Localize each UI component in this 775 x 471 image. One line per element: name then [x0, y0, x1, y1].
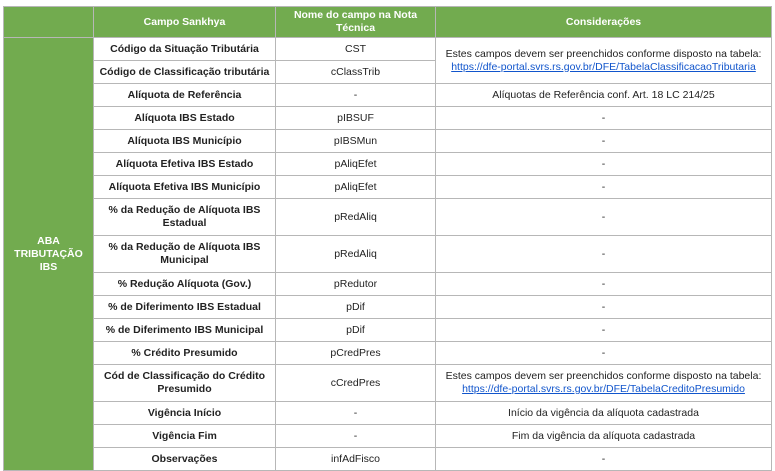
- nome-cell: -: [276, 402, 436, 425]
- campo-cell: Alíquota Efetiva IBS Município: [94, 176, 276, 199]
- header-consideracoes: Considerações: [436, 7, 772, 38]
- nome-cell: pDif: [276, 296, 436, 319]
- table-row: [4, 296, 772, 319]
- table-row: [4, 319, 772, 342]
- consideracoes-cell: -: [436, 342, 772, 365]
- table-row: [4, 199, 772, 236]
- nome-cell: CST: [276, 38, 436, 61]
- consideracoes-cell: -: [436, 273, 772, 296]
- campo-cell: % Redução Alíquota (Gov.): [94, 273, 276, 296]
- table-row: [4, 107, 772, 130]
- header-nome-campo: Nome do campo na Nota Técnica: [276, 7, 436, 38]
- table-row: [4, 402, 772, 425]
- table-row: [4, 130, 772, 153]
- campo-cell: Observações: [94, 448, 276, 471]
- nome-cell: -: [276, 84, 436, 107]
- header-row: [4, 7, 772, 38]
- nome-cell: cCredPres: [276, 365, 436, 402]
- table-row: [4, 448, 772, 471]
- nome-cell: pRedAliq: [276, 236, 436, 273]
- consideracoes-cell: -: [436, 236, 772, 273]
- consideracoes-cell: -: [436, 107, 772, 130]
- table-row: [4, 273, 772, 296]
- consideracoes-cell: -: [436, 153, 772, 176]
- table-row: [4, 425, 772, 448]
- campo-cell: Alíquota Efetiva IBS Estado: [94, 153, 276, 176]
- nome-cell: -: [276, 425, 436, 448]
- side-label: ABA TRIBUTAÇÃO IBS: [4, 38, 94, 471]
- nome-cell: pRedutor: [276, 273, 436, 296]
- table-row: [4, 176, 772, 199]
- table-row: [4, 365, 772, 402]
- nome-cell: pIBSUF: [276, 107, 436, 130]
- campo-cell: Vigência Fim: [94, 425, 276, 448]
- header-side: [4, 7, 94, 38]
- consideracoes-cell: -: [436, 319, 772, 342]
- nome-cell: pRedAliq: [276, 199, 436, 236]
- consideracoes-cell: -: [436, 130, 772, 153]
- campo-cell: % de Diferimento IBS Estadual: [94, 296, 276, 319]
- table-row: [4, 84, 772, 107]
- table-row: [4, 153, 772, 176]
- consideracoes-cell: Início da vigência da alíquota cadastrada: [436, 402, 772, 425]
- nome-cell: pCredPres: [276, 342, 436, 365]
- consideracoes-cell: [436, 365, 772, 402]
- table-row: [4, 236, 772, 273]
- consideracoes-cell: [436, 38, 772, 84]
- campo-cell: Código de Classificação tributária: [94, 61, 276, 84]
- consideracoes-cell: -: [436, 448, 772, 471]
- table-row: [4, 38, 772, 61]
- campo-cell: Alíquota IBS Estado: [94, 107, 276, 130]
- campo-cell: % da Redução de Alíquota IBS Municipal: [94, 236, 276, 273]
- header-campo-sankhya: Campo Sankhya: [94, 7, 276, 38]
- tabela-credito-presumido-link[interactable]: https://dfe-portal.svrs.rs.gov.br/DFE/TabelaCreditoPresumido: [462, 383, 745, 395]
- tabela-classificacao-link[interactable]: https://dfe-portal.svrs.rs.gov.br/DFE/TabelaClassificacaoTributaria: [451, 60, 756, 73]
- nome-cell: pAliqEfet: [276, 153, 436, 176]
- campo-cell: Alíquota IBS Município: [94, 130, 276, 153]
- campo-cell: Cód de Classificação do Crédito Presumido: [94, 365, 276, 402]
- campo-cell: % da Redução de Alíquota IBS Estadual: [94, 199, 276, 236]
- table-row: [4, 342, 772, 365]
- nome-cell: infAdFisco: [276, 448, 436, 471]
- consideracoes-cell: -: [436, 176, 772, 199]
- nome-cell: cClassTrib: [276, 61, 436, 84]
- campo-cell: Alíquota de Referência: [94, 84, 276, 107]
- consideracoes-text: Estes campos devem ser preenchidos conforme disposto na tabela:: [445, 47, 762, 60]
- nome-cell: pDif: [276, 319, 436, 342]
- consideracoes-cell: Alíquotas de Referência conf. Art. 18 LC 214/25: [436, 84, 772, 107]
- campo-cell: Vigência Início: [94, 402, 276, 425]
- nome-cell: pIBSMun: [276, 130, 436, 153]
- nome-cell: pAliqEfet: [276, 176, 436, 199]
- consideracoes-cell: -: [436, 296, 772, 319]
- consideracoes-cell: Fim da vigência da alíquota cadastrada: [436, 425, 772, 448]
- campo-cell: Código da Situação Tributária: [94, 38, 276, 61]
- tributacao-ibs-table: [3, 6, 772, 471]
- consideracoes-text: Estes campos devem ser preenchidos conforme disposto na tabela:: [445, 370, 762, 382]
- campo-cell: % de Diferimento IBS Municipal: [94, 319, 276, 342]
- campo-cell: % Crédito Presumido: [94, 342, 276, 365]
- consideracoes-cell: -: [436, 199, 772, 236]
